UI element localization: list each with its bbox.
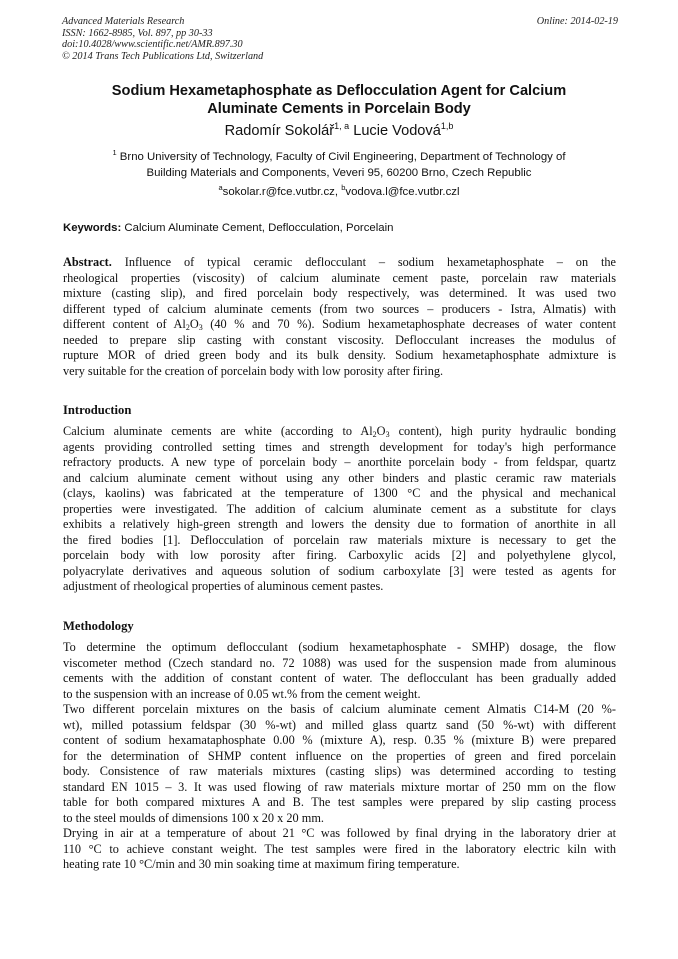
methodology-paragraph [63, 640, 616, 873]
paper-title [60, 82, 618, 118]
text-line: different typed of calcium aluminate cements (from two sources – producers - Istra, Almatis) with [63, 301, 616, 316]
text-line: properties were investigated. The addition of calcium aluminate cement as a substitute for clays [63, 501, 616, 516]
text-fragment: (40 % and 70 %). Sodium hexametaphosphate decreases of water content [202, 317, 616, 331]
affiliation-marker: 1 [112, 148, 117, 157]
text-fragment: different content of Al [63, 317, 186, 331]
author-emails [60, 185, 618, 199]
text-line: for the determination of SHMP content influence on the properties of green and fired porcelain [63, 748, 616, 763]
keywords [63, 221, 393, 235]
author-list [60, 122, 618, 140]
text-line: cements with the addition of constant content of water. The deflocculant has been gradually added [63, 671, 616, 685]
text-line: rupture MOR of dried green body and its bulk density. Sodium hexametaphosphate admixture is [63, 348, 616, 362]
text-line: exhibits a relatively high-green strength and lowers the density due to formation of anorthite in all [63, 517, 616, 531]
text-fragment: Calcium aluminate cements are white (according to Al [63, 424, 373, 438]
text-line: needed to prepare slip casting with constant viscosity. Deflocculant increases the modulus of [63, 332, 616, 347]
text-line: polyacrylate derivatives and aqueous solution of sodium carboxylate [3] were tested as agents for [63, 563, 616, 578]
text-line: mixture (casting slip), and fired porcelain body respectively, was determined. It was used two [63, 286, 616, 300]
text-line: To determine the optimum deflocculant (sodium hexametaphosphate - SMHP) dosage, the flow [63, 640, 616, 654]
author-name: Lucie Vodová [353, 123, 441, 139]
title-line-1: Sodium Hexametaphosphate as Deflocculation Agent for Calcium [111, 83, 567, 99]
journal-header [62, 16, 263, 62]
text-line: and calcium aluminate cement without using any other binders and plastic ceramic raw materials [63, 470, 616, 485]
keywords-label: Keywords: [63, 222, 122, 234]
methodology-heading: Methodology [63, 619, 134, 633]
text-line: Two different porcelain mixtures on the basis of calcium aluminate cement Almatis C14-M (20 %- [63, 702, 616, 716]
journal-copyright: © 2014 Trans Tech Publications Ltd, Switzerland [62, 50, 264, 62]
email-marker: b [341, 183, 346, 192]
subscript: 2 [185, 323, 190, 332]
online-date: Online: 2014-02-19 [536, 16, 618, 27]
affiliation [70, 149, 608, 181]
text-line: Influence of typical ceramic deflocculant – sodium hexametaphosphate – on the [124, 255, 616, 269]
email-marker: a [218, 183, 223, 192]
text-line: heating rate 10 °C/min and 30 min soaking time at maximum firing temperature. [63, 857, 460, 871]
email-link[interactable]: sokolar.r@fce.vutbr.cz, [222, 186, 342, 198]
introduction-paragraph [63, 424, 616, 595]
affiliation-line: Building Materials and Components, Veveri 95, 60200 Brno, Czech Republic [146, 167, 532, 179]
introduction-heading: Introduction [63, 403, 132, 417]
abstract-paragraph [63, 255, 616, 379]
text-line: standard EN 1015 – 3. It was used flowing of raw materials mixture mortar of 250 mm on the flow [63, 779, 616, 794]
text-line: viscometer method (Czech standard no. 72 1088) was used for the suspension made from aluminous [63, 655, 616, 670]
author-marker: 1, a [334, 121, 350, 131]
text-line: rheological properties (viscosity) of calcium aluminate cement paste, porcelain raw materials [63, 270, 616, 285]
text-line: the fired bodies [1]. Deflocculation of porcelain raw materials mixture is necessary to get the [63, 532, 616, 547]
email-link[interactable]: vodova.l@fce.vutbr.czl [345, 186, 460, 198]
text-line: refractory products. A new type of porcelain body – anorthite porcelain body - from feldspar, quartz [63, 455, 616, 469]
journal-issn: ISSN: 1662-8985, Vol. 897, pp 30-33 [62, 27, 213, 39]
text-line: table for both compared mixtures A and B. The test samples were prepared by slip casting process [63, 795, 616, 809]
text-line: very suitable for the creation of porcelain body with low porosity after firing. [63, 363, 444, 378]
text-line: Drying in air at a temperature of about 21 °C was followed by final drying in the laboratory drier at [63, 826, 616, 840]
text-line: content of sodium hexamataphosphate 0.00 % (mixture A), resp. 0.35 % (mixture B) were prepared [63, 733, 616, 747]
text-line: (clays, kaolins) was fabricated at the temperature of 1300 °C and the physical and mechanical [63, 486, 616, 500]
text-line: body. Consistence of raw materials mixtures (casting slips) was determined according to testing [63, 764, 616, 778]
text-fragment: content), high purity hydraulic bonding [389, 424, 617, 438]
text-line: porcelain body with low porosity after firing. Carboxylic acids [2] and polyethylene glycol, [63, 548, 616, 562]
text-line: to the steel moulds of dimensions 100 x 20 x 20 mm. [63, 810, 324, 825]
affiliation-line: Brno University of Technology, Faculty of Civil Engineering, Department of Technology of [119, 151, 566, 163]
text-line: wt), milled potassium feldspar (30 %-wt) and milled glass quartz sand (50 %-wt) with different [63, 717, 616, 732]
title-line-2: Aluminate Cements in Porcelain Body [207, 101, 471, 117]
journal-doi: doi:10.4028/www.scientific.net/AMR.897.30 [62, 39, 243, 51]
keywords-text: Calcium Aluminate Cement, Deflocculation, Porcelain [124, 222, 394, 234]
subscript: 3 [385, 430, 390, 439]
subscript: 2 [372, 430, 377, 439]
journal-name: Advanced Materials Research [62, 16, 185, 27]
text-line: 110 °C to achieve constant weight. The test samples were fired in the laboratory electric kiln with [63, 841, 616, 856]
text-line: agents providing controlled setting times and strength development for today's high performance [63, 439, 616, 454]
subscript: 3 [198, 323, 203, 332]
text-line: to the suspension with an increase of 0.05 wt.% from the cement weight. [63, 686, 421, 701]
author-marker: 1,b [440, 121, 454, 131]
abstract-label: Abstract. [63, 255, 112, 269]
text-fragment: O [376, 424, 386, 438]
text-fragment: O [189, 317, 199, 331]
text-line: adjustment of rheological properties of aluminous cement pastes. [63, 579, 384, 593]
author-name: Radomír Sokolář [224, 123, 335, 139]
